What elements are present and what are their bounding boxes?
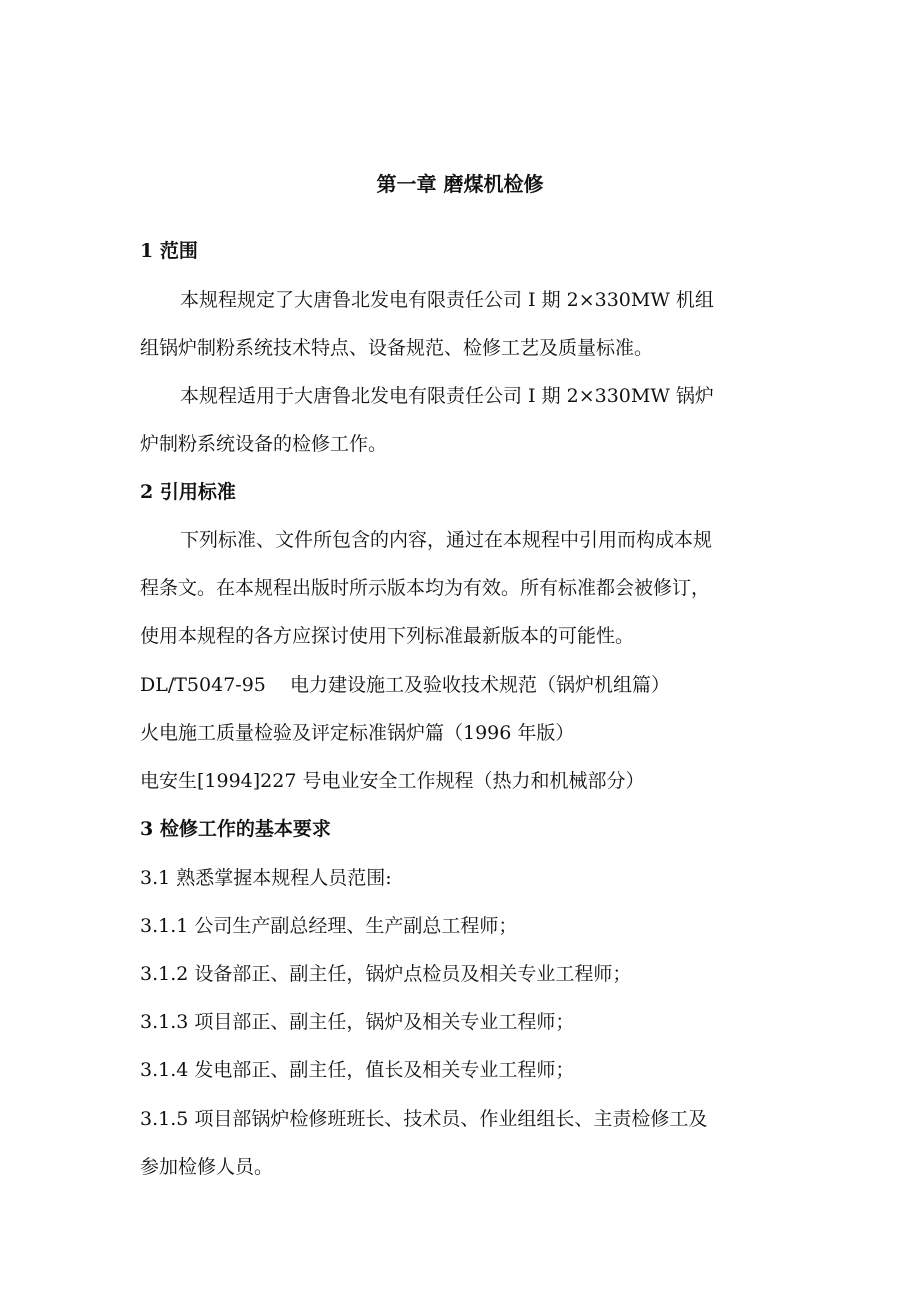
list-item: 3.1.3 项目部正、副主任，锅炉及相关专业工程师； bbox=[140, 1011, 575, 1033]
paragraph-line: 炉制粉系统设备的检修工作。 bbox=[140, 433, 388, 455]
list-item: 3.1 熟悉掌握本规程人员范围: bbox=[140, 867, 392, 889]
paragraph-line: 本规程适用于大唐鲁北发电有限责任公司 I 期 2×330MW 锅炉 bbox=[180, 385, 714, 407]
standard-reference: DL/T5047-95 电力建设施工及验收技术规范（锅炉机组篇） bbox=[140, 674, 671, 696]
section-heading-scope: 1 范围 bbox=[140, 240, 198, 262]
standard-reference: 火电施工质量检验及评定标准锅炉篇（1996 年版） bbox=[140, 722, 575, 744]
standard-reference: 电安生[1994]227 号电业安全工作规程（热力和机械部分） bbox=[140, 770, 645, 792]
paragraph-line: 本规程规定了大唐鲁北发电有限责任公司 I 期 2×330MW 机组 bbox=[180, 289, 714, 311]
paragraph-line: 程条文。在本规程出版时所示版本均为有效。所有标准都会被修订， bbox=[140, 577, 711, 599]
paragraph-line: 组锅炉制粉系统技术特点、设备规范、检修工艺及质量标准。 bbox=[140, 337, 654, 359]
section-heading-references: 2 引用标准 bbox=[140, 481, 236, 503]
list-item: 3.1.4 发电部正、副主任，值长及相关专业工程师； bbox=[140, 1059, 575, 1081]
section-heading-requirements: 3 检修工作的基本要求 bbox=[140, 818, 331, 840]
list-item: 参加检修人员。 bbox=[140, 1156, 274, 1178]
chapter-title: 第一章 磨煤机检修 bbox=[376, 172, 544, 196]
list-item: 3.1.5 项目部锅炉检修班班长、技术员、作业组组长、主责检修工及 bbox=[140, 1108, 708, 1130]
list-item: 3.1.2 设备部正、副主任，锅炉点检员及相关专业工程师； bbox=[140, 963, 632, 985]
list-item: 3.1.1 公司生产副总经理、生产副总工程师； bbox=[140, 915, 518, 937]
paragraph-line: 使用本规程的各方应探讨使用下列标准最新版本的可能性。 bbox=[140, 625, 635, 647]
paragraph-line: 下列标准、文件所包含的内容，通过在本规程中引用而构成本规 bbox=[180, 529, 713, 551]
